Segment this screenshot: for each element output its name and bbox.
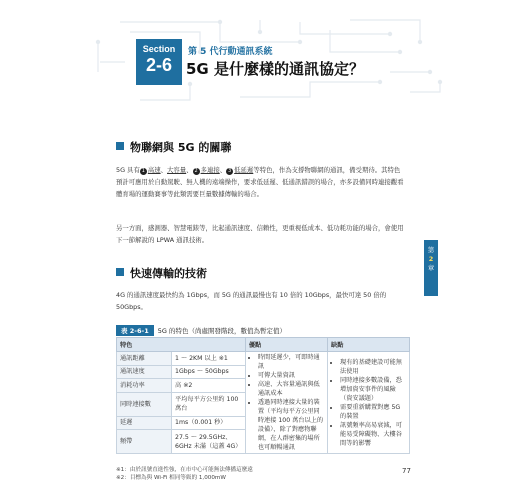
table-caption xyxy=(116,325,286,336)
paragraph-speed: 4G 的通訊速度最快約為 1Gbps，而 5G 的通訊最慢也有 10 倍的 10Gbps，最快可達 50 倍的 50Gbps。 xyxy=(116,291,387,311)
row-key: 同時連接數 xyxy=(117,392,172,416)
row-key: 頻帶 xyxy=(117,430,172,454)
chapter-tab-bottom: 章 xyxy=(427,264,435,272)
col-header-pros: 優點 xyxy=(245,338,327,352)
list-item: • 透過同時連接大量的裝置（平均每平方公里同時連接 100 萬台以上的設備），除了對應物聯網，在人群密集的場所也可順暢通訊 xyxy=(258,398,324,452)
text: 、 xyxy=(186,166,193,174)
chapter-tab-top: 第 xyxy=(427,246,435,254)
page-number: 77 xyxy=(402,467,411,475)
col-header-cons: 缺點 xyxy=(328,338,410,352)
row-value: 平均每平方公里約 100 萬台 xyxy=(172,392,246,416)
section-label: Section xyxy=(142,44,176,54)
row-value: 高 ※2 xyxy=(172,379,246,393)
row-key: 消耗功率 xyxy=(117,379,172,393)
keyword-capacity: 大容量 xyxy=(167,166,187,174)
footnotes xyxy=(116,466,253,482)
row-value: 27.5 ～ 29.5GHz、6GHz 未滿（這蓋 4G） xyxy=(172,430,246,454)
keyword-multi-connection: 多連接 xyxy=(200,166,220,174)
keyword-low-latency: 低延遲 xyxy=(234,166,254,174)
row-value: 1ms（0.001 秒） xyxy=(172,416,246,430)
row-key: 通訊距離 xyxy=(117,352,172,366)
pros-cell xyxy=(245,352,327,454)
circled-number-2-icon: 2 xyxy=(194,168,198,174)
circled-number-1-icon: 1 xyxy=(141,168,145,174)
table-badge: 表 2-6-1 xyxy=(116,325,154,336)
section-badge xyxy=(136,39,182,85)
footnote-1: ※1：由於訊號直進性強，在市中心可能無法傳播這麼遠 xyxy=(116,467,253,473)
square-bullet-icon xyxy=(116,142,124,150)
paragraph-lpwa: 另一方面，感測器、智慧電錶等，比起通訊速度、信賴性，更重視低成本、低功耗功能的場合，會使用下一節解說的 LPWA 通訊技術。 xyxy=(116,224,404,244)
table-row xyxy=(117,352,410,366)
list-item: • 高速、大容量通訊與低通訊成本 xyxy=(258,380,324,398)
row-value: 1Gbps ～ 50Gbps xyxy=(172,365,246,379)
list-item: • 可傳大量資訊 xyxy=(258,371,324,380)
cons-cell xyxy=(328,352,410,454)
text: 、 xyxy=(160,166,168,174)
paragraph-5g-features xyxy=(116,164,406,200)
section-heading-iot xyxy=(116,139,231,155)
list-item: • 時間延遲少，可即時通訊 xyxy=(258,353,324,371)
section-number: 2-6 xyxy=(145,55,172,75)
section-subtitle: 第 5 代行動通訊系統 xyxy=(188,47,273,57)
heading-text: 物聯網與 5G 的關聯 xyxy=(130,141,232,154)
section-heading-transmission xyxy=(116,265,207,281)
footnote-2: ※2：目標為與 Wi-Fi 相同等級的 1,000mW xyxy=(116,475,226,481)
list-item: • 訊號頻率高易衰減，可能易受障礙物、大樓谷間等的影響 xyxy=(340,421,406,448)
chapter-tab-number: 2 xyxy=(428,255,434,263)
circled-number-3-icon: 3 xyxy=(228,168,232,174)
row-value: 1 ～ 2KM 以上 ※1 xyxy=(172,352,246,366)
keyword-high-speed: 高速 xyxy=(147,166,161,174)
chapter-side-tab xyxy=(424,240,438,296)
table-caption-text: 5G 的特色（尚處開發階段，數值為暫定值） xyxy=(157,327,286,335)
text: 等特色，作為支撐物聯網的通訊，備受期待。其特色預計可應用於自動駕駛、無人機的遠端操作，要求低延遲、低通訊錯誤的場合，亦多設備同時連接觀看體育場的運動賽事等此類需要巨量數據傳輸的場合。 xyxy=(116,166,404,198)
heading-text: 快速傳輸的技術 xyxy=(130,267,207,280)
list-item: • 需要重新購置對應 5G 的裝置 xyxy=(340,403,406,421)
row-key: 通訊速度 xyxy=(117,365,172,379)
text: 5G 具有 xyxy=(116,166,140,174)
list-item: • 同時連接多數設備，恐增加資安事件的風險（資安議題） xyxy=(340,376,406,403)
text: 、 xyxy=(219,166,227,174)
list-item: • 現有的基礎建設可能無法使用 xyxy=(340,358,406,376)
row-key: 延遲 xyxy=(117,416,172,430)
page-title: 5G 是什麼樣的通訊協定？ xyxy=(186,60,364,78)
col-header-feature: 特色 xyxy=(117,338,246,352)
features-table xyxy=(116,337,410,454)
square-bullet-icon xyxy=(116,268,124,276)
